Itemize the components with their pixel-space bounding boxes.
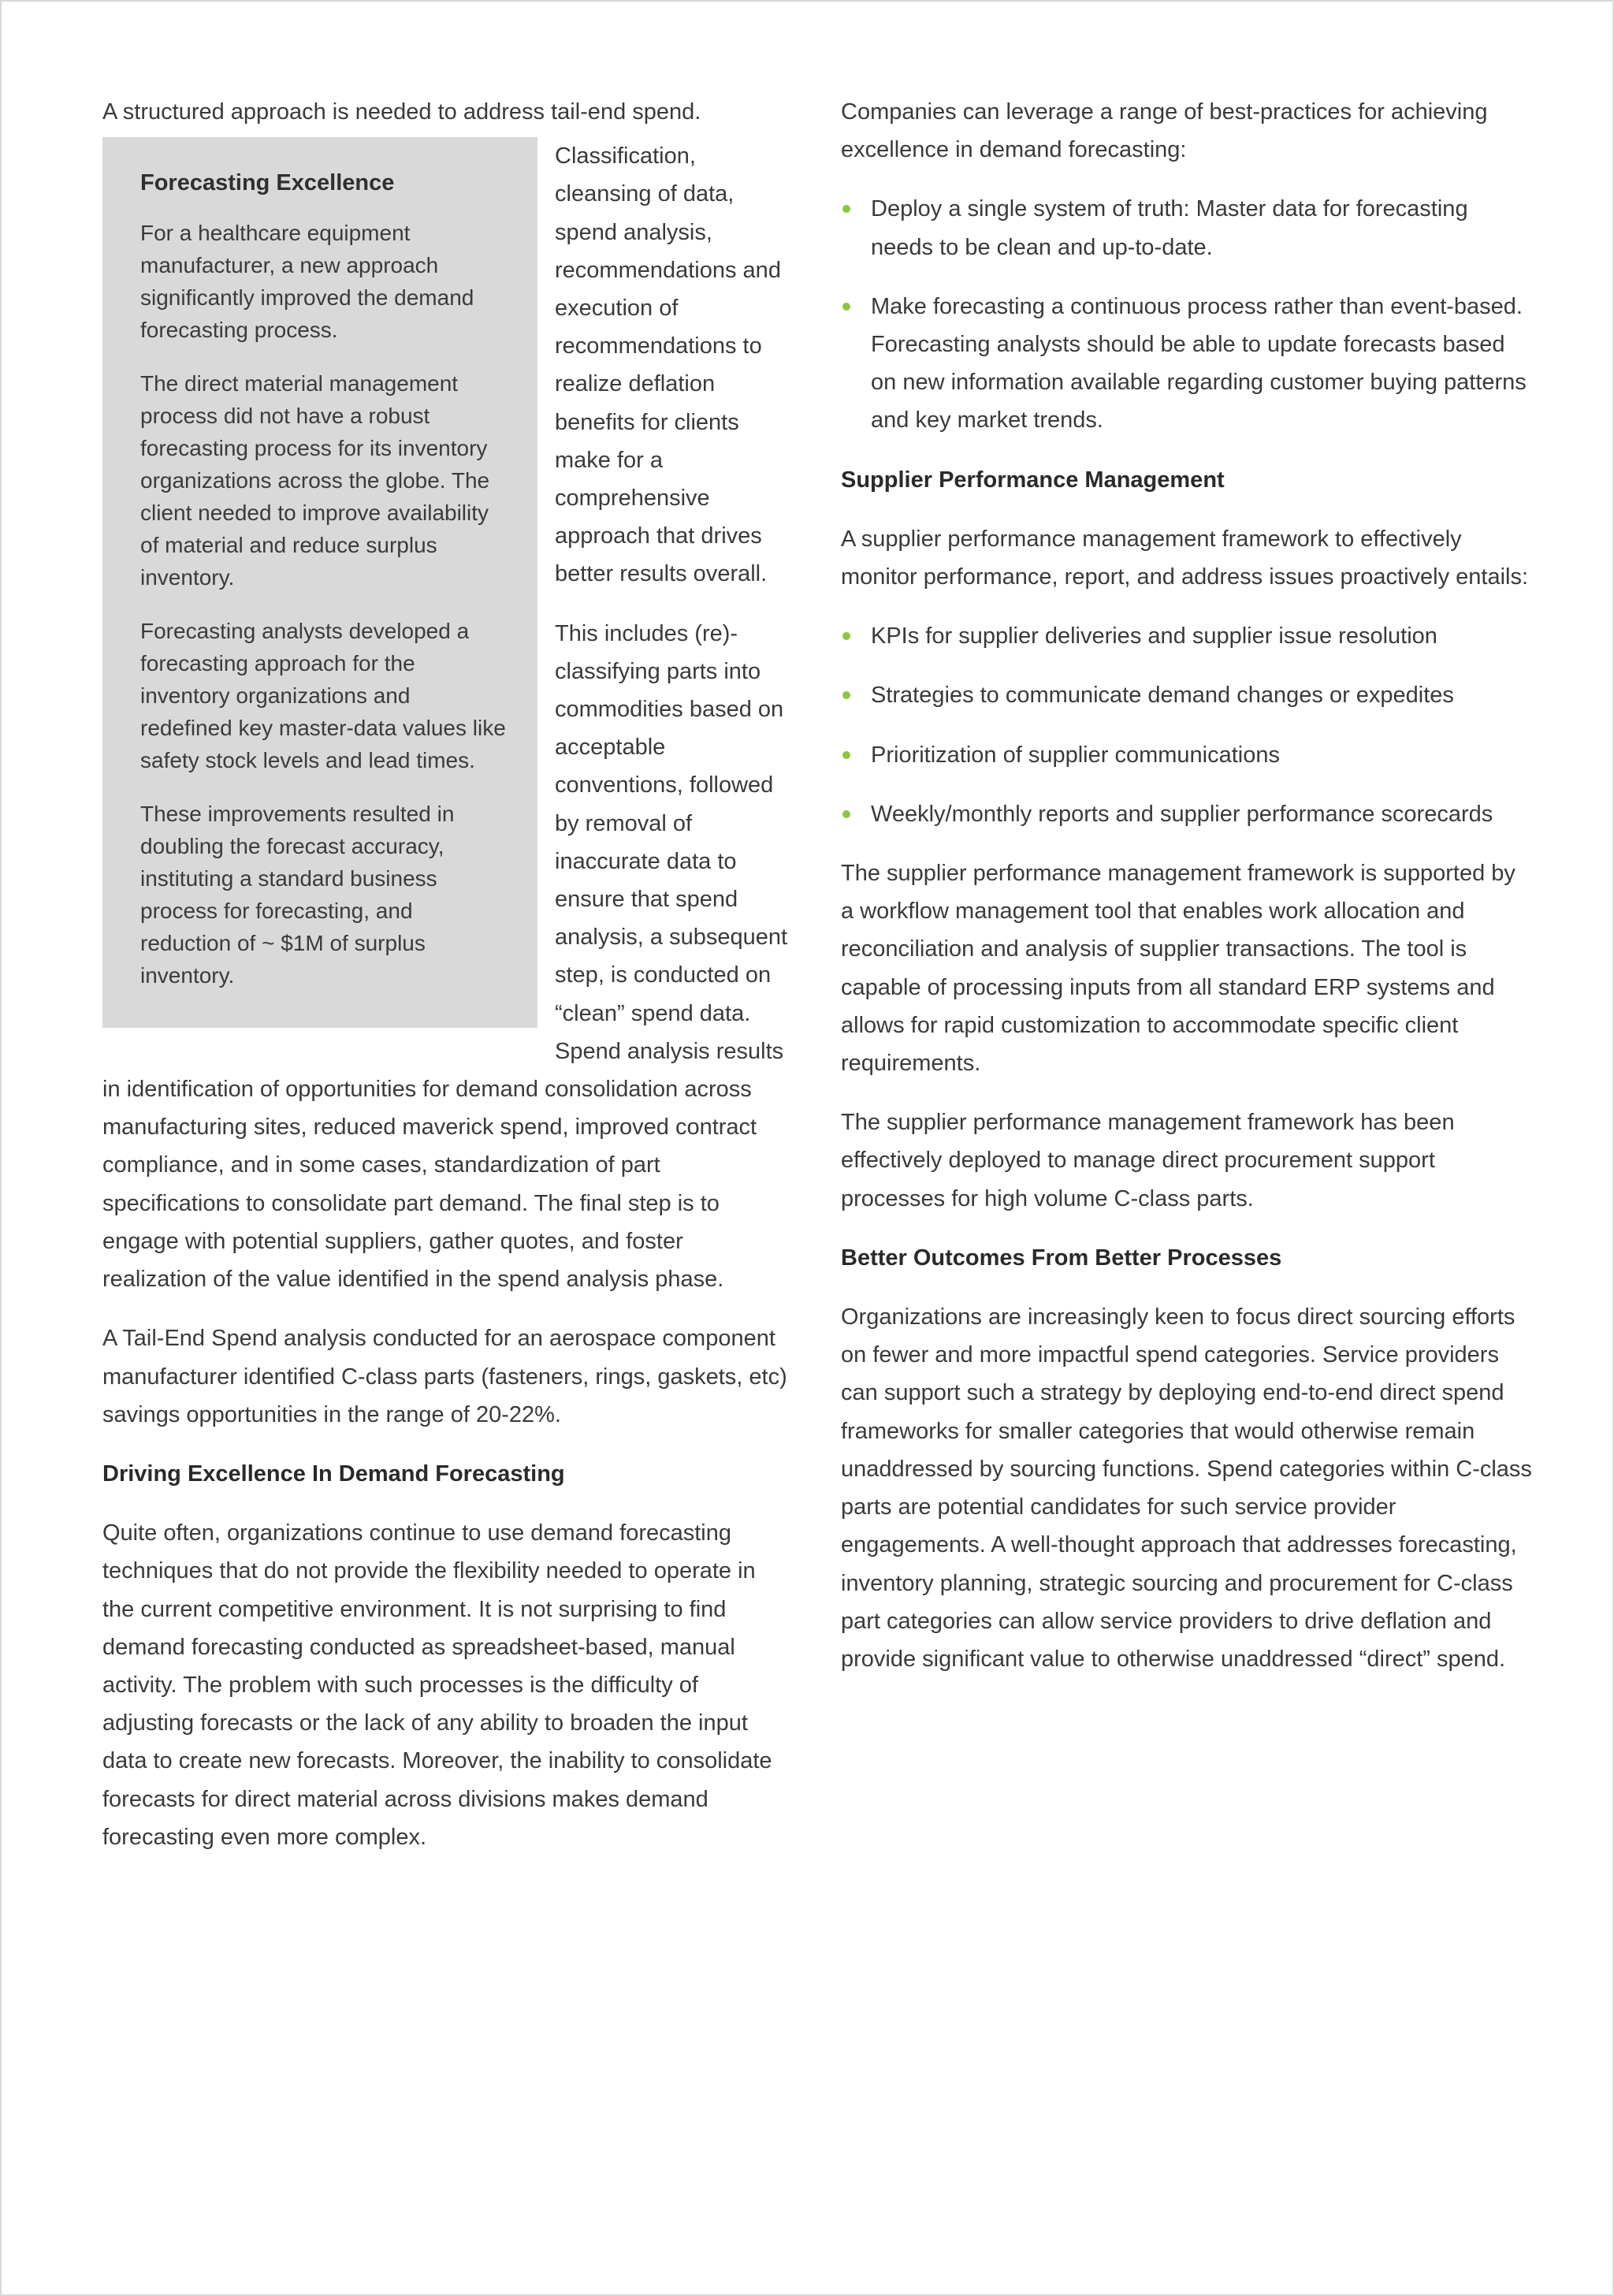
framework-deployed-paragraph: The supplier performance management framework has been effectively deployed to manage direct procurement support processes for high volume C-class parts. xyxy=(841,1110,1455,1211)
list-item: KPIs for supplier deliveries and supplier issue resolution xyxy=(841,617,1534,655)
bullet-dot-icon xyxy=(842,691,850,699)
better-outcomes-heading: Better Outcomes From Better Processes xyxy=(841,1245,1282,1271)
classification-paragraph: Classification, cleansing of data, spend analysis, recommendations and execution of recommendations to realize deflation benefits for clients make for a comprehensive approach that drives better results overall. xyxy=(555,143,781,587)
demand-forecasting-paragraph: Quite often, organizations continue to use demand forecasting techniques that do not provide the flexibility needed to operate in the current competitive environment. It is not surprising to find demand forecasting conducted as spreadsheet-based, manual activity. The problem with such processes is the difficulty of adjusting forecasts or the lack of any ability to broaden the input data to create new forecasts. Moreover, the inability to consolidate forecasts for direct material across divisions makes demand forecasting even more complex. xyxy=(102,1520,772,1850)
reclassifying-paragraph: This includes (re)-classifying parts into commodities based on acceptable conventions, followed by removal of inaccurate data to ensure that spend analysis, a subsequent step, is conducted on “clean” spend data. Spend analysis results in identification of opportunities for demand consolidation across manufacturing sites, reduced maverick spend, improved contract compliance, and in some cases, standardization of part specifications to consolidate part demand. The final step is to engage with potential suppliers, gather quotes, and foster realization of the value identified in the spend analysis phase. xyxy=(102,620,788,1293)
workflow-tool-paragraph: The supplier performance management framework is supported by a workflow management tool that enables work allocation and reconciliation and analysis of supplier transactions. The tool is capable of processing inputs from all standard ERP systems and allows for rapid customization to accommodate specific client requirements. xyxy=(841,861,1515,1077)
right-column xyxy=(841,93,1534,1699)
forecast-bullet-list xyxy=(841,190,1534,439)
supplier-bullet-list xyxy=(841,617,1534,833)
demand-forecasting-heading: Driving Excellence In Demand Forecasting xyxy=(102,1461,565,1487)
list-item: Make forecasting a continuous process rather than event-based. Forecasting analysts should be able to update forecasts based on new information available regarding customer buying patterns and key market trends. xyxy=(841,288,1534,440)
tail-end-analysis-paragraph: A Tail-End Spend analysis conducted for an aerospace component manufacturer identified C-class parts (fasteners, rings, gaskets, etc) savings opportunities in the range of 20-22%. xyxy=(102,1326,787,1427)
left-column xyxy=(102,93,788,1877)
callout-paragraph: For a healthcare equipment manufacturer, a new approach significantly improved the demand forecasting process. xyxy=(140,221,474,343)
bullet-dot-icon xyxy=(842,205,850,213)
list-item: Strategies to communicate demand changes or expedites xyxy=(841,676,1534,714)
supplier-intro-paragraph: A supplier performance management framework to effectively monitor performance, report, and address issues proactively entails: xyxy=(841,526,1529,590)
bullet-dot-icon xyxy=(842,810,850,818)
supplier-performance-heading: Supplier Performance Management xyxy=(841,467,1225,493)
callout-paragraph: The direct material management process did not have a robust forecasting process for its inventory organizations across the globe. The client needed to improve availability of material and reduce surplus inventory. xyxy=(140,371,490,590)
list-item: Prioritization of supplier communications xyxy=(841,736,1534,774)
callout-paragraph: Forecasting analysts developed a forecasting approach for the inventory organizations and redefined key master-data values like safety stock levels and lead times. xyxy=(140,619,506,773)
callout-paragraph: These improvements resulted in doubling the forecast accuracy, instituting a standard business process for forecasting, and reduction of ~ $1M of surplus inventory. xyxy=(140,802,455,988)
callout-title: Forecasting Excellence xyxy=(140,170,395,196)
bullet-dot-icon xyxy=(842,303,850,311)
bullet-dot-icon xyxy=(842,632,850,640)
bullet-dot-icon xyxy=(842,751,850,759)
intro-paragraph: A structured approach is needed to address tail-end spend. xyxy=(102,99,701,125)
list-item: Weekly/monthly reports and supplier performance scorecards xyxy=(841,795,1534,833)
better-outcomes-paragraph: Organizations are increasingly keen to focus direct sourcing efforts on fewer and more impactful spend categories. Service providers can support such a strategy by deploying end-to-end direct spend frameworks for smaller categories that would otherwise remain unaddressed by sourcing functions. Spend categories within C-class parts are potential candidates for such service provider engagements. A well-thought approach that addresses forecasting, inventory planning, strategic sourcing and procurement for C-class part categories can allow service providers to drive deflation and provide significant value to otherwise unaddressed “direct” spend. xyxy=(841,1304,1532,1672)
list-item: Deploy a single system of truth: Master data for forecasting needs to be clean and up-to-date. xyxy=(841,190,1534,266)
forecasting-excellence-callout xyxy=(102,137,537,1028)
best-practices-intro: Companies can leverage a range of best-practices for achieving excellence in demand forecasting: xyxy=(841,99,1488,163)
